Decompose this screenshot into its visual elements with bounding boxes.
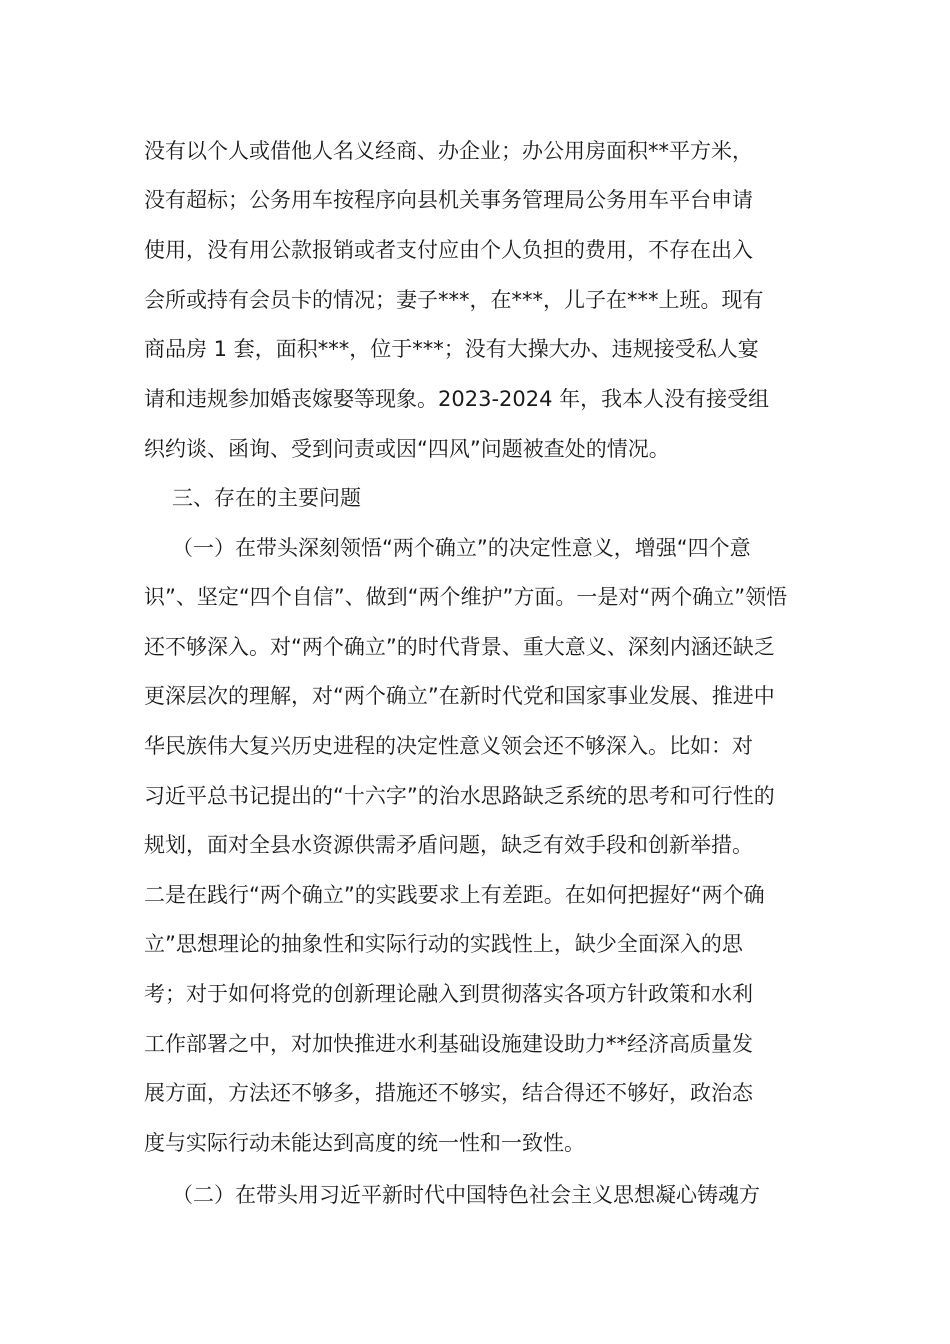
text-line-14: 习近平总书记提出的“十六字”的治水思路缺乏系统的思考和可行性的 [144, 784, 775, 808]
text-line-12: 更深层次的理解，对“两个确立”在新时代党和国家事业发展、推进中 [144, 684, 775, 708]
text-line-16: 二是在践行“两个确立”的实践要求上有差距。在如何把握好“两个确 [144, 883, 765, 907]
text-line-13: 华民族伟大复兴历史进程的决定性意义领会还不够深入。比如：对 [144, 734, 753, 758]
section-heading: 三、存在的主要问题 [172, 486, 361, 510]
text-line-19: 工作部署之中，对加快推进水利基础设施建设助力**经济高质量发 [144, 1032, 753, 1056]
text-line-3: 使用，没有用公款报销或者支付应由个人负担的费用，不存在出入 [144, 238, 753, 262]
text-line-2: 没有超标；公务用车按程序向县机关事务管理局公务用车平台申请 [144, 188, 753, 212]
text-line-1: 没有以个人或借他人名义经商、办企业；办公用房面积**平方米， [144, 139, 753, 163]
text-line-17: 立”思想理论的抽象性和实际行动的实践性上，缺少全面深入的思 [144, 932, 743, 956]
text-line-5: 商品房 1 套，面积***，位于***；没有大操大办、违规接受私人宴 [144, 337, 759, 361]
subsection-heading-1: （一）在带头深刻领悟“两个确立”的决定性意义，增强“四个意 [172, 536, 751, 560]
text-line-20: 展方面，方法还不够多，措施还不够实，结合得还不够好，政治态 [144, 1081, 753, 1105]
subsection-heading-2: （二）在带头用习近平新时代中国特色社会主义思想凝心铸魂方 [172, 1183, 760, 1207]
text-line-18: 考；对于如何将党的创新理论融入到贯彻落实各项方针政策和水利 [144, 982, 753, 1006]
text-line-11: 还不够深入。对“两个确立”的时代背景、重大意义、深刻内涵还缺乏 [144, 635, 775, 659]
text-line-15: 规划，面对全县水资源供需矛盾问题，缺乏有效手段和创新举措。 [144, 833, 753, 857]
text-line-6: 请和违规参加婚丧嫁娶等现象。2023-2024 年，我本人没有接受组 [144, 387, 770, 411]
text-line-21: 度与实际行动未能达到高度的统一性和一致性。 [144, 1131, 585, 1155]
text-line-10: 识”、坚定“四个自信”、做到“两个维护”方面。一是对“两个确立”领悟 [144, 585, 788, 609]
text-line-7: 织约谈、函询、受到问责或因“四风”问题被查处的情况。 [144, 437, 670, 461]
text-line-4: 会所或持有会员卡的情况；妻子***，在***，儿子在***上班。现有 [144, 288, 764, 312]
